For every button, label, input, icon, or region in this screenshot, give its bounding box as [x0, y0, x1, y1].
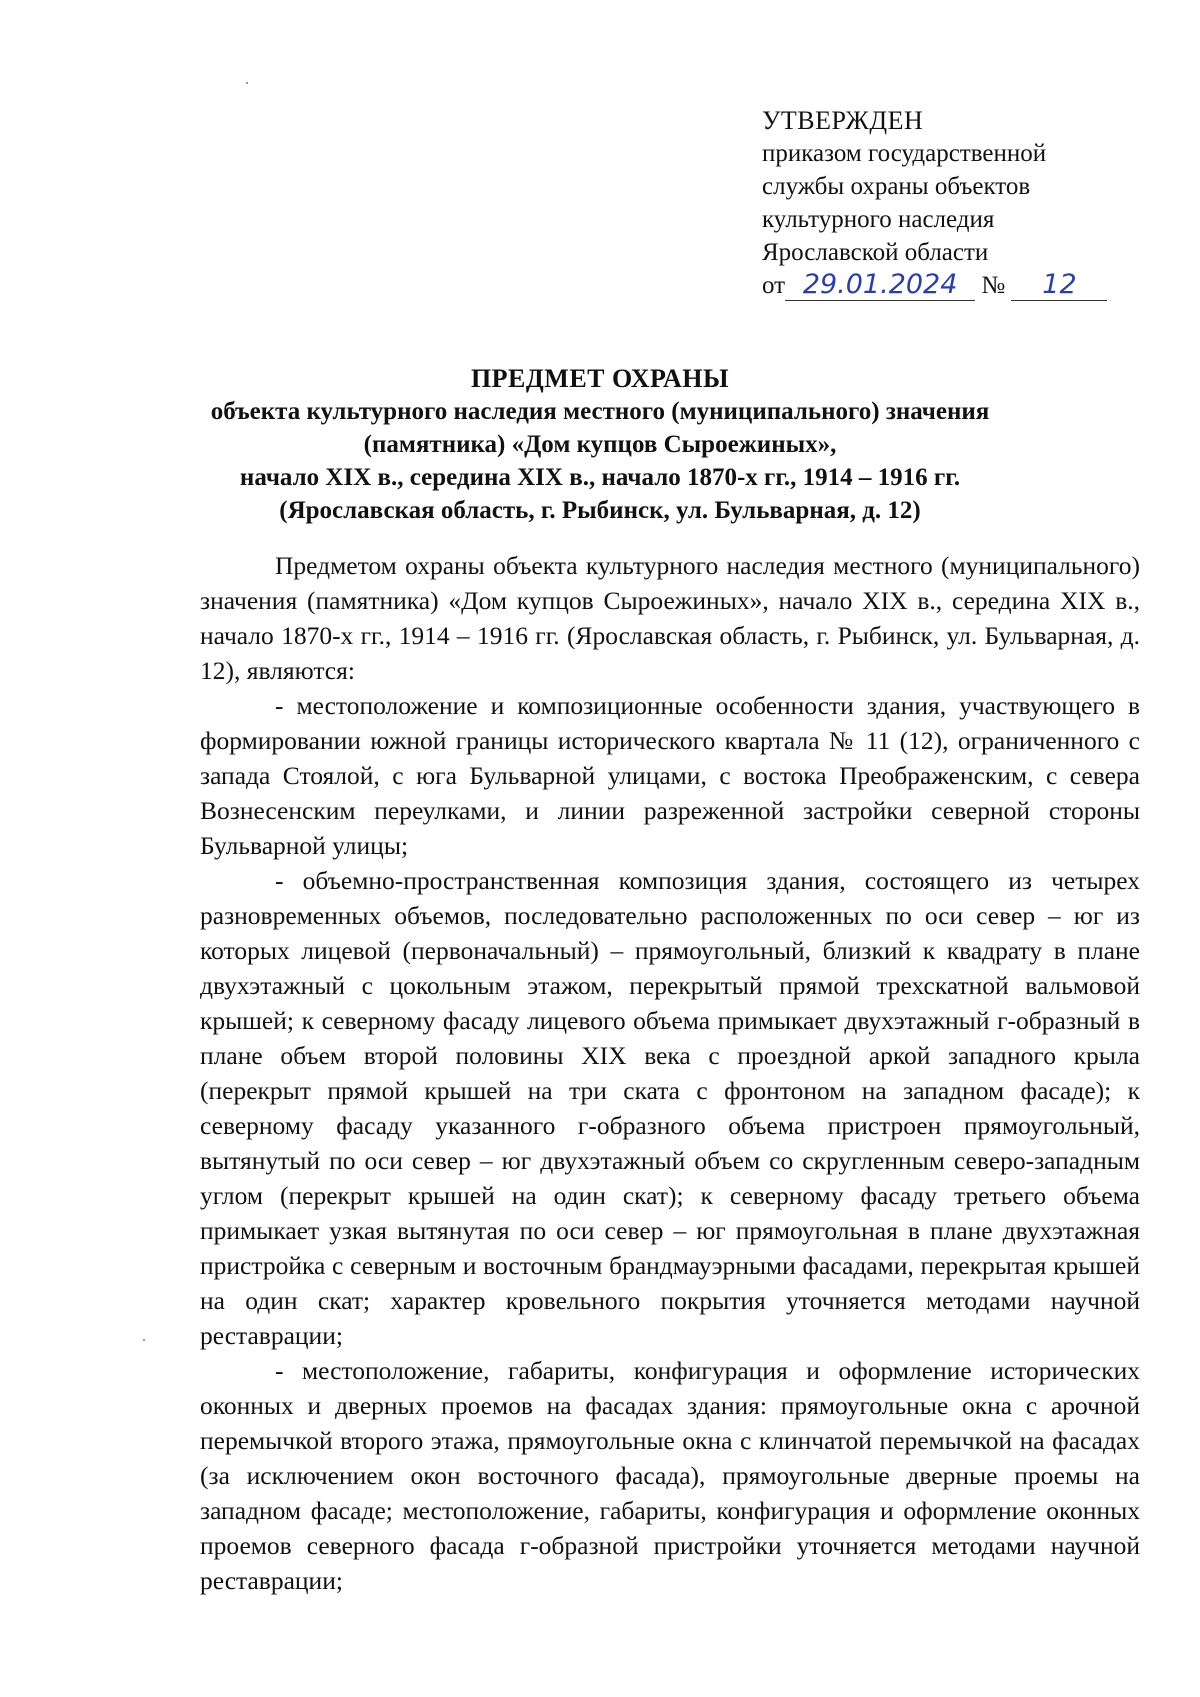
document-heading — [150, 362, 1050, 527]
heading-line: объекта культурного наследия местного (муниципального) значения — [210, 398, 990, 425]
heading-line: (Ярославская область, г. Рыбинск, ул. Бульварная, д. 12) — [279, 497, 921, 524]
handwritten-number: 12 — [1011, 270, 1107, 301]
date-prefix: от — [762, 272, 786, 299]
body-paragraph: - объемно-пространственная композиция здания, состоящего из четырех разновременных объемов, последовательно расположенных по оси север – юг из которых лицевой (первоначальный) – прямоугольный, близкий к квадрату в плане двухэтажный с цокольным этажом, перекрытый прямой трехскатной вальмовой крышей; к северному фасаду лицевого объема примыкает двухэтажный г-образный в плане объем второй половины XIX века с проездной аркой западного крыла (перекрыт прямой крышей на три ската с фронтоном на западном фасаде); к северному фасаду указанного г-образного объема пристроен прямоугольный, вытянутый по оси север – юг двухэтажный объем со скругленным северо-западным углом (перекрыт крышей на один скат); к северному фасаду третьего объема примыкает узкая вытянутая по оси север – юг прямоугольная в плане двухэтажная пристройка с северным и восточным брандмауэрными фасадами, перекрытая крышей на один скат; характер кровельного покрытия уточняется методами научной реставрации; — [200, 866, 1140, 1350]
document-body — [200, 548, 1140, 1598]
number-prefix: № — [981, 272, 1006, 299]
heading-line: начало XIX в., середина XIX в., начало 1870-х гг., 1914 – 1916 гг. — [239, 464, 961, 491]
scan-speck — [246, 82, 248, 84]
handwritten-date: 29.01.2024 — [785, 270, 975, 301]
scan-speck — [143, 1339, 145, 1341]
body-paragraph: - местоположение и композиционные особенности здания, участвующего в формировании южной границы исторического квартала № 11 (12), ограниченного с запада Стоялой, с юга Бульварной улицами, с востока Преображенским, с севера Вознесенским переулками, и линии разреженной застройки северной стороны Бульварной улицы; — [200, 691, 1140, 860]
approval-line: приказом государственной — [762, 140, 1047, 167]
approval-line: службы охраны объектов — [762, 173, 1031, 200]
heading-title: ПРЕДМЕТ ОХРАНЫ — [470, 364, 730, 393]
approval-block — [762, 104, 1162, 302]
body-paragraph: - местоположение, габариты, конфигурация и оформление исторических оконных и дверных проемов на фасадах здания: прямоугольные окна с арочной перемычкой второго этажа, прямоугольные окна с клинчатой перемычкой на фасадах (за исключением окон восточного фасада), прямоугольные дверные проемы на западном фасаде; местоположение, габариты, конфигурация и оформление оконных проемов северного фасада г-образной пристройки уточняется методами научной реставрации; — [200, 1356, 1140, 1595]
heading-line: (памятника) «Дом купцов Сыроежиных», — [363, 431, 837, 458]
approval-title: УТВЕРЖДЕН — [762, 106, 924, 135]
approval-line: культурного наследия — [762, 206, 995, 233]
approval-line: Ярославской области — [762, 239, 989, 266]
body-paragraph: Предметом охраны объекта культурного наследия местного (муниципального) значения (памятника) «Дом купцов Сыроежиных», начало XIX в., середина XIX в., начало 1870-х гг., 1914 – 1916 гг. (Ярославская область, г. Рыбинск, ул. Бульварная, д. 12), являются: — [200, 551, 1140, 685]
approval-date-number-line — [762, 269, 1162, 302]
